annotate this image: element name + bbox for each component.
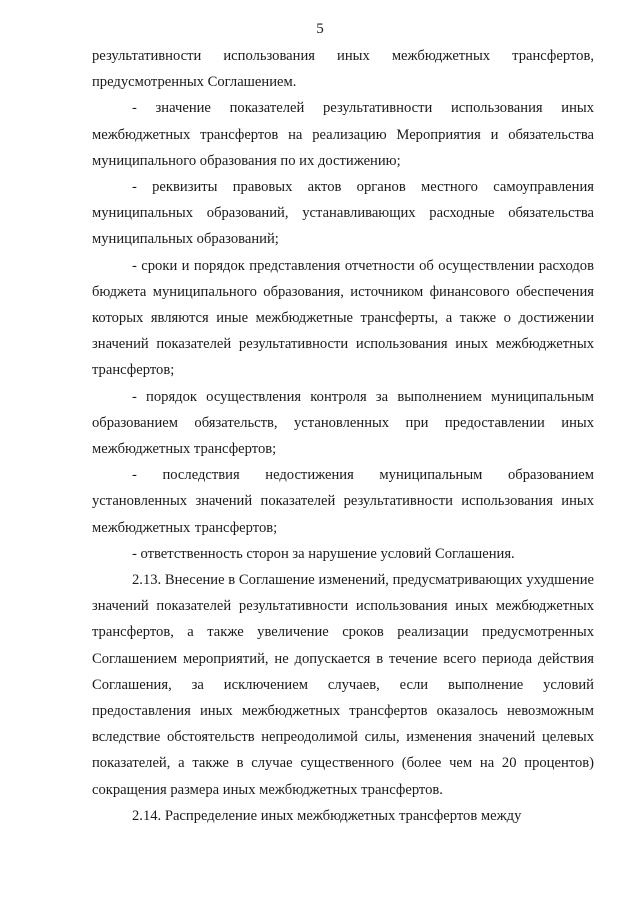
paragraph-2-13: 2.13. Внесение в Соглашение изменений, предусматривающих ухудшение значений показателей результативности использования иных межбюджетных трансфертов, а также увеличение сроков реализации предусмотренных Соглашением мероприятий, не допускается в течение всего периода действия Соглашения, за исключением случаев, если выполнение условий предоставления иных межбюджетных трансфертов оказалось невозможным вследствие обстоятельств непреодолимой силы, изменения значений целевых показателей, а также в случае существенного (более чем на 20 процентов) сокращения размера иных межбюджетных трансфертов.: [92, 572, 594, 798]
paragraph-responsibility: - ответственность сторон за нарушение условий Соглашения.: [132, 545, 515, 562]
paragraph-control-procedure: - порядок осуществления контроля за выполнением муниципальным образованием обязательств, установленных при предоставлении иных межбюджетных трансфертов;: [92, 388, 594, 458]
paragraph-consequences: - последствия недостижения муниципальным образованием установленных значений показателей результативности использования иных межбюджетных трансфертов;: [92, 467, 594, 536]
page-number: 5: [316, 21, 324, 37]
paragraph-reporting-terms: - сроки и порядок представления отчетности об осуществлении расходов бюджета муниципального образования, источником финансового обеспечения которых являются иные межбюджетные трансферты, а также о достижении значений показателей результативности использования иных межбюджетных трансфертов;: [92, 257, 594, 379]
paragraph-legal-acts: - реквизиты правовых актов органов местного самоуправления муниципальных образований, устанавливающих расходные обязательства муниципальных образований;: [92, 179, 594, 248]
paragraph-indicator-values: - значение показателей результативности использования иных межбюджетных трансфертов на реализацию Мероприятия и обязательства муниципального образования по их достижению;: [92, 100, 594, 169]
document-body: [92, 43, 594, 829]
paragraph-continuation: результативности использования иных межбюджетных трансфертов, предусмотренных Соглашением.: [92, 48, 594, 91]
paragraph-2-14: 2.14. Распределение иных межбюджетных трансфертов между: [132, 807, 522, 824]
